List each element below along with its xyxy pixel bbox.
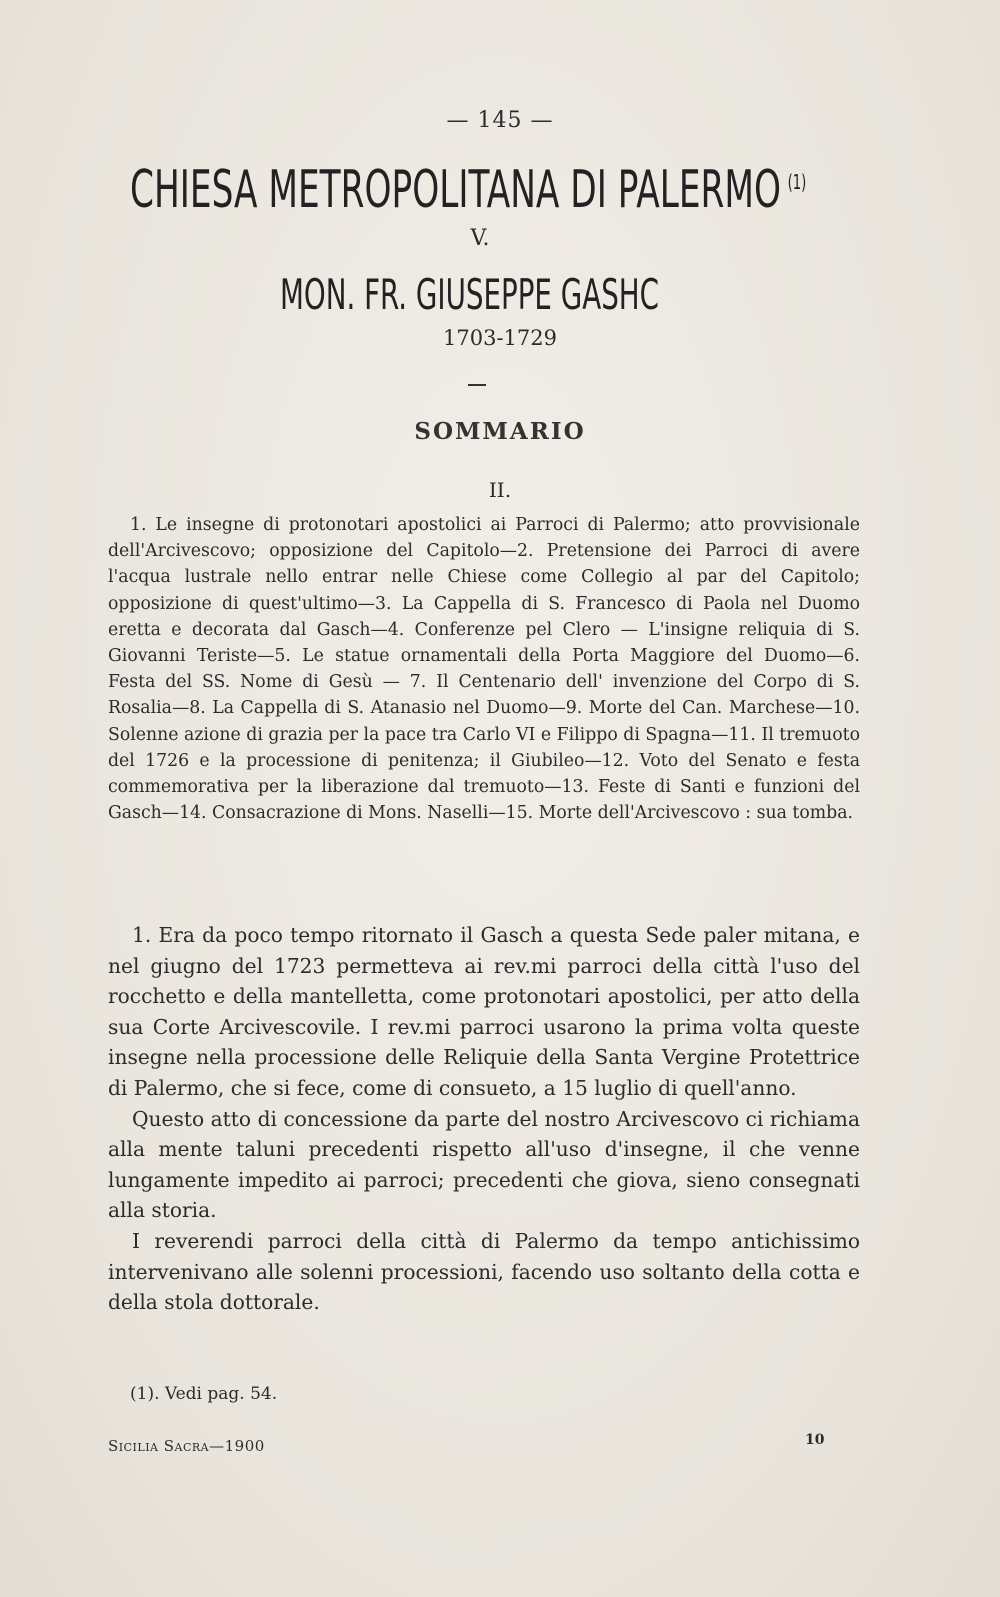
bishop-years: 1703-1729 <box>443 326 557 350</box>
footer-sheet-number: 10 <box>805 1432 825 1448</box>
chapter-number: V. <box>470 226 490 251</box>
title-footnote-marker: (1) <box>787 169 807 194</box>
bishop-name: MON. FR. GIUSEPPE GASHC <box>280 270 659 319</box>
page-number: — 145 — <box>446 108 554 133</box>
footer-signature: Sicilia Sacra—1900 <box>108 1437 265 1455</box>
footnote: (1). Vedi pag. 54. <box>130 1384 278 1404</box>
separator-dash <box>468 384 486 386</box>
body-paragraph-3: I reverendi parroci della città di Palermo da tempo antichissimo intervenivano alle solenni processioni, facendo uso soltanto della cotta e della stola dottorale. <box>108 1228 860 1315</box>
page-title <box>130 160 807 220</box>
sommario-heading: SOMMARIO <box>414 418 586 445</box>
title-text: CHIESA METROPOLITANA DI PALERMO <box>130 160 782 220</box>
body-text <box>108 920 860 1318</box>
summary-paragraph: 1. Le insegne di protonotari apostolici ai Parroci di Palermo; atto provvisionale dell'Arcivescovo; opposizione del Capitolo—2. Pretensione dei Parroci di avere l'acqua lustrale nello entrar nelle Chiese come Collegio al par del Capitolo; opposizione di quest'ultimo—3. La Cappella di S. Francesco di Paola nel Duomo eretta e decorata dal Gasch—4. Conferenze pel Clero — L'insigne reliquia di S. Giovanni Teriste—5. Le statue ornamentali della Porta Maggiore del Duomo—6. Festa del SS. Nome di Gesù — 7. Il Centenario dell' invenzione del Corpo di S. Rosalia—8. La Cappella di S. Atanasio nel Duomo—9. Morte del Can. Marchese—10. Solenne azione di grazia per la pace tra Carlo VI e Filippo di Spagna—11. Il tremuoto del 1726 e la processione di penitenza; il Giubileo—12. Voto del Senato e festa commemorativa per la liberazione dal tremuoto—13. Feste di Santi e funzioni del Gasch—14. Consacrazione di Mons. Naselli—15. Morte dell'Arcivescovo : sua tomba. <box>108 515 860 824</box>
section-number: II. <box>488 478 512 502</box>
body-paragraph-1: 1. Era da poco tempo ritornato il Gasch a questa Sede paler mitana, e nel giugno del 1723 permetteva ai rev.mi parroci della città l'uso del rocchetto e della mantelletta, come protonotari apostolici, per atto della sua Corte Arcivescovile. I rev.mi parroci usarono la prima volta queste insegne nella processione delle Reliquie della Santa Vergine Protettrice di Palermo, che si fece, come di consueto, a 15 luglio di quell'anno. <box>108 923 860 1100</box>
body-paragraph-2: Questo atto di concessione da parte del nostro Arcivescovo ci richiama alla mente taluni precedenti rispetto all'uso d'insegne, il che venne lungamente impedito ai parroci; precedenti che giova, sieno consegnati alla storia. <box>108 1106 860 1223</box>
